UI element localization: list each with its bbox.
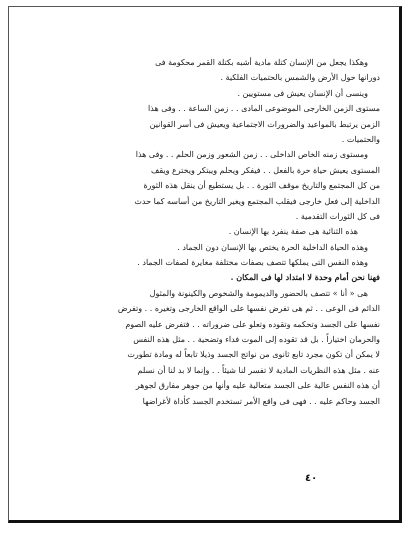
- text-line: نفسها على الجسد وتحكمه وتقوده وتعلو على ضروراته . . فتفرض عليه الصوم: [125, 319, 380, 329]
- text-line: والحتميات .: [341, 134, 380, 144]
- text-line: والحرمان اختياراً . بل قد تقوده إلى الموت فداء وتضحية . . مثل هذه النفس: [133, 335, 380, 345]
- text-line: الجسد وحاكم عليه . . فهى فى واقع الأمر تستخدم الجسد كأداة لأغراضها: [142, 396, 380, 406]
- text-line: مستوى الزمن الخارجى الموضوعى المادى . . زمن الساعة . . وفى هذا: [148, 104, 380, 114]
- text-line: هذه الثنائية هى صفة ينفرد بها الإنسان .: [228, 227, 358, 237]
- text-line: فهنا نحن أمام وحدة لا امتداد لها فى المكان .: [230, 272, 380, 283]
- book-page: [8, 6, 402, 523]
- text-line: فى كل الثورات التقدمية .: [295, 211, 380, 221]
- text-line: ومستوى زمنه الخاص الداخلى . . زمن الشعور وزمن الحلم . . وفى هذا: [135, 150, 368, 160]
- text-line: الداخلية إلى فعل خارجى فيقلب المجتمع ويغير التاريخ من أساسه كما حدث: [134, 196, 380, 206]
- text-line: الدائم فى الوعى . . ثم هى تفرض نفسها على الواقع الخارجى وتغيره . . وتفرض: [117, 304, 380, 314]
- text-line: من كل المجتمع والتاريخ موقف الثورة . . بل يستطيع أن ينقل هذه الثورة: [143, 181, 380, 191]
- text-line: هى « أنا » تتصف بالحضور والديمومة والشخوص والكينونة والمثول: [149, 288, 368, 298]
- text-line: وهذه الحياة الداخلية الحرة يختص بها الإنسان دون الجماد .: [177, 242, 368, 252]
- text-line: لا يمكن أن تكون مجرد تابع ثانوى من نواتج الجسد وذيلا تابعاً له ومادة تطورت: [127, 350, 380, 360]
- text-line: عنه . مثل هذه النظريات المادية لا تفسر لنا شيئاً . . وإنما لا بد لنا أن نسلم: [137, 365, 380, 375]
- text-line: وهكذا يجعل من الإنسان كتلة مادية أشبه بكتلة القمر محكومة فى: [155, 58, 368, 67]
- text-line: أن هذه النفس عالية على الجسد متعالية عليه وأنها من جوهر مفارق لجوهر: [135, 381, 380, 391]
- text-line: المستوى يعيش حياة حرة بالفعل . . فيفكر ويحلم ويبتكر ويخترع ويقف: [151, 165, 380, 175]
- body-text: [65, 55, 380, 409]
- text-line: الزمن يرتبط بالمواعيد والضرورات الاجتماعية ويعيش فى أسر القوانين: [149, 119, 380, 129]
- page-number: ٤٠: [305, 473, 318, 484]
- text-line: دورانها حول الأرض والشمس بالحتميات الفلكية .: [220, 73, 380, 83]
- text-line: وهذه النفس التى يملكها تتصف بصفات مختلفة مغايرة لصفات الجماد .: [137, 258, 368, 268]
- text-line: وينسى أن الإنسان يعيش فى مستويين .: [237, 88, 368, 98]
